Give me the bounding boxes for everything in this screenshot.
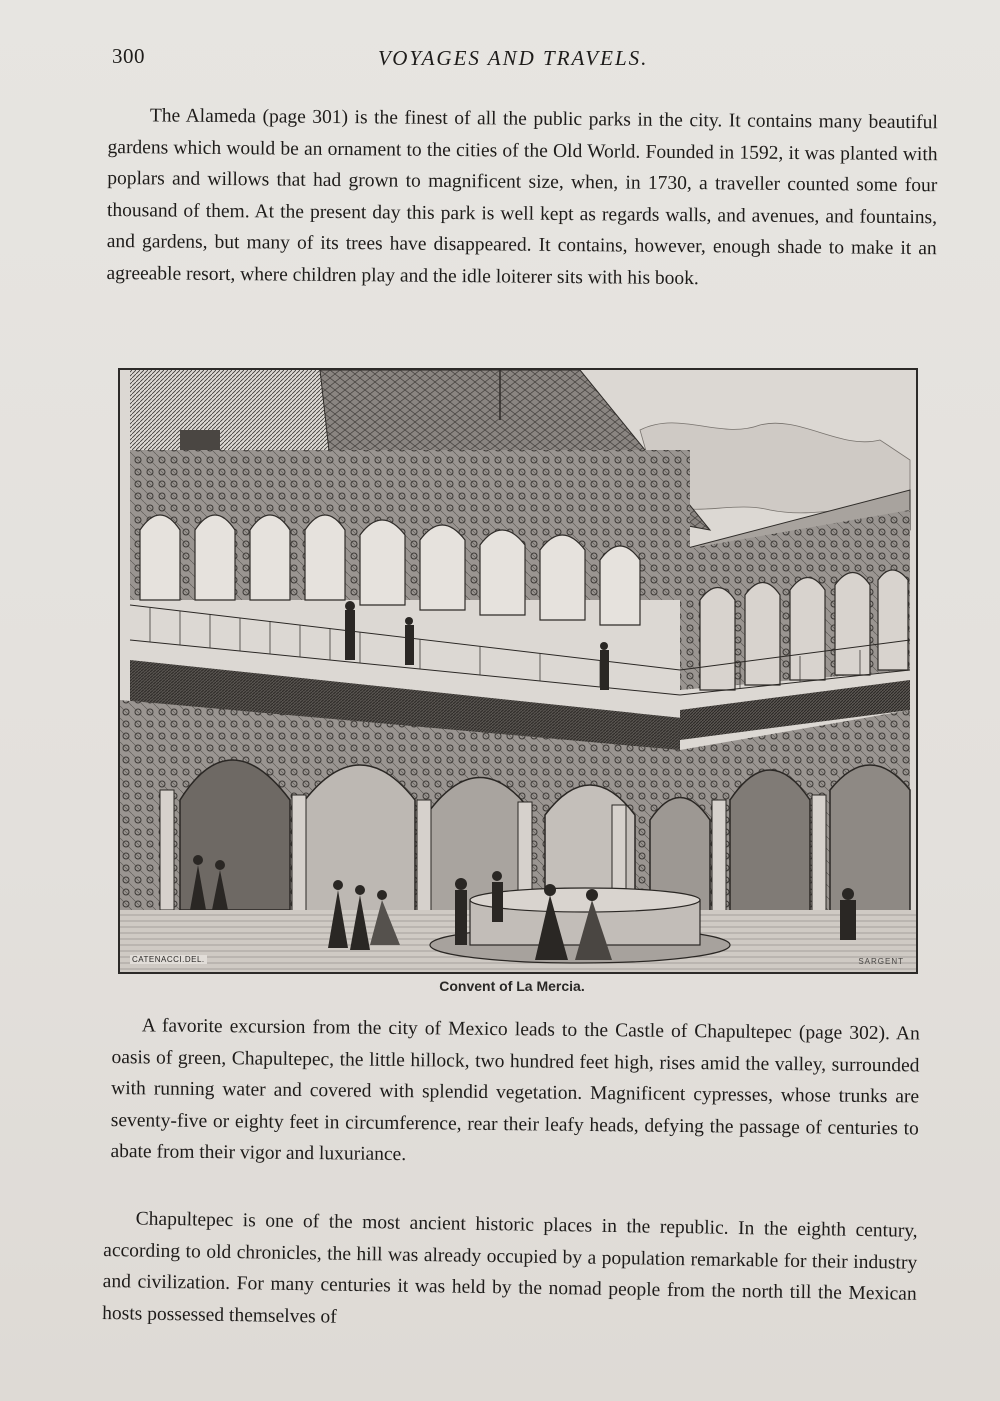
illustrator-credit: CATENACCI.DEL. bbox=[132, 955, 205, 964]
figure-caption: Convent of La Mercia. bbox=[439, 978, 585, 994]
running-title: VOYAGES AND TRAVELS. bbox=[378, 46, 649, 70]
paragraph-chapultepec-excursion: A favorite excursion from the city of Mexico leads to the Castle of Chapultepec (page 302). An oasis of green, Chapultepec, the little hillock, two hundred feet high, rises amid the valley, surrounded with running water and covered with splendid vegetation. Magnificent cypresses, whose trunks are seventy-five or eighty feet in circumference, rear their leafy heads, defying the passage of centuries to abate from their vigor and luxuriance. bbox=[110, 1015, 920, 1166]
courtyard-illustration bbox=[120, 370, 916, 972]
paragraph-chapultepec-history: Chapultepec is one of the most ancient historic places in the republic. In the eighth century, according to old chronicles, the hill was already occupied by a population remarkable for their industry and civilization. For many centuries it was held by the nomad people from the north till the Mexican hosts possessed themselves of bbox=[102, 1208, 918, 1328]
page-number: 300 bbox=[112, 44, 145, 68]
engraver-credit: SARGENT bbox=[858, 957, 904, 966]
engraving-convent-courtyard bbox=[118, 368, 918, 974]
paragraph-alameda: The Alameda (page 301) is the finest of all the public parks in the city. It contains many beautiful gardens which would be an ornament to the cities of the Old World. Founded in 1592, it was planted with poplars and willows that had grown to magnificent size, when, in 1730, a traveller counted some four thousand of them. At the present day this park is well kept as regards walls, and avenues, and fountains, and gardens, but many of its trees have disappeared. It contains, however, enough shade to make it an agreeable resort, where children play and the idle loiterer sits with his book. bbox=[106, 105, 938, 289]
